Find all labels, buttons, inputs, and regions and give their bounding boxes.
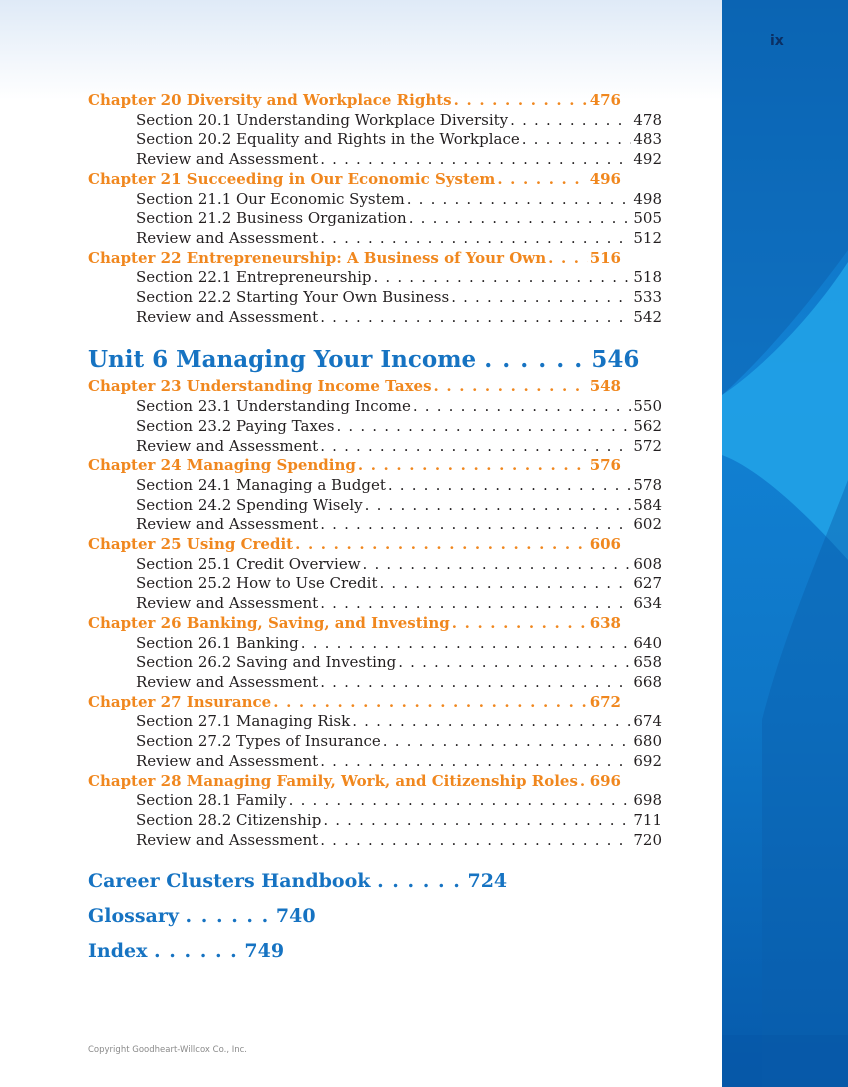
leader-dots	[320, 831, 631, 851]
chapter-entry-page: 576	[589, 456, 621, 475]
section-entry[interactable]	[88, 653, 662, 673]
section-entry-page: 533	[633, 288, 662, 307]
leader-dots	[273, 693, 587, 713]
section-entry[interactable]	[88, 288, 662, 308]
section-entry-page: 658	[633, 653, 662, 672]
section-entry-page: 562	[633, 416, 662, 435]
section-entry-title: Section 26.2 Saving and Investing	[136, 653, 397, 672]
section-entry-title: Section 28.2 Citizenship	[136, 810, 322, 829]
section-entry-title: Section 21.1 Our Economic System	[136, 189, 405, 208]
section-entry-page: 674	[633, 712, 662, 731]
chapter-entry[interactable]	[88, 614, 621, 634]
section-entry[interactable]	[88, 752, 662, 772]
section-entry-page: 720	[633, 830, 662, 849]
leader-dots	[365, 496, 632, 516]
section-entry-title: Review and Assessment	[136, 228, 319, 247]
section-entry-title: Section 21.2 Business Organization	[136, 209, 407, 228]
section-entry-page: 698	[633, 791, 662, 810]
leader-dots	[522, 130, 632, 150]
chapter-entry-title: Chapter 24 Managing Spending	[88, 456, 356, 475]
leader-dots	[320, 437, 631, 457]
leader-dots	[320, 150, 631, 170]
section-entry-page: 498	[633, 189, 662, 208]
back-matter-separator: . . . . . .	[377, 870, 461, 893]
chapter-entry-page: 548	[589, 377, 621, 396]
leader-dots	[358, 456, 588, 476]
leader-dots	[454, 91, 588, 111]
unit-separator: . . . . . .	[484, 346, 584, 374]
section-entry-title: Section 23.2 Paying Taxes	[136, 416, 335, 435]
section-entry-title: Section 23.1 Understanding Income	[136, 397, 411, 416]
section-entry-title: Review and Assessment	[136, 751, 319, 770]
section-entry-title: Section 28.1 Family	[136, 791, 287, 810]
leader-dots	[320, 594, 631, 614]
section-entry-title: Review and Assessment	[136, 307, 319, 326]
leader-dots	[398, 653, 631, 673]
table-of-contents	[88, 91, 662, 963]
leader-dots	[289, 791, 632, 811]
section-entry-page: 711	[633, 810, 662, 829]
section-entry-page: 608	[633, 554, 662, 573]
section-entry[interactable]	[88, 111, 662, 131]
section-entry-page: 572	[633, 436, 662, 455]
band-swoosh-graphic	[722, 0, 848, 1087]
section-entry-title: Review and Assessment	[136, 436, 319, 455]
section-entry-title: Section 24.2 Spending Wisely	[136, 495, 363, 514]
copyright-notice: Copyright Goodheart-Willcox Co., Inc.	[88, 1045, 248, 1055]
chapter-entry-page: 696	[589, 771, 621, 790]
section-entry-page: 584	[633, 495, 662, 514]
back-matter-separator: . . . . . .	[154, 940, 238, 963]
leader-dots	[451, 288, 631, 308]
header-gradient	[0, 0, 722, 100]
section-entry-page: 542	[633, 307, 662, 326]
section-entry-title: Section 24.1 Managing a Budget	[136, 475, 386, 494]
back-matter-separator: . . . . . .	[185, 905, 270, 928]
back-matter-page: 740	[275, 905, 316, 928]
unit-title: Unit 6 Managing Your Income	[88, 346, 477, 374]
section-entry[interactable]	[88, 831, 662, 851]
section-entry[interactable]	[88, 594, 662, 614]
chapter-entry-title: Chapter 25 Using Credit	[88, 535, 294, 554]
section-entry[interactable]	[88, 515, 662, 535]
chapter-entry-title: Chapter 22 Entrepreneurship: A Business of Your Own	[88, 248, 547, 267]
section-entry-title: Section 20.1 Understanding Workplace Diversity	[136, 110, 509, 129]
section-entry-title: Section 22.1 Entrepreneurship	[136, 268, 372, 287]
leader-dots	[380, 574, 632, 594]
back-matter-entry[interactable]	[88, 939, 662, 963]
leader-dots	[452, 614, 588, 634]
section-entry[interactable]	[88, 811, 662, 831]
chapter-entry-page: 516	[589, 248, 621, 267]
leader-dots	[548, 249, 588, 269]
section-entry-page: 550	[633, 397, 662, 416]
leader-dots	[580, 772, 588, 792]
section-entry-title: Review and Assessment	[136, 672, 319, 691]
chapter-entry-page: 672	[589, 692, 621, 711]
back-matter-entry[interactable]	[88, 904, 662, 928]
section-entry-page: 478	[633, 110, 662, 129]
section-entry-page: 668	[633, 672, 662, 691]
unit-heading[interactable]	[88, 345, 662, 375]
section-entry-title: Section 25.2 How to Use Credit	[136, 574, 378, 593]
leader-dots	[388, 476, 632, 496]
section-entry[interactable]	[88, 308, 662, 328]
section-entry-title: Section 20.2 Equality and Rights in the Workplace	[136, 130, 520, 149]
section-entry-page: 512	[633, 228, 662, 247]
back-matter-title: Glossary	[88, 905, 179, 928]
section-entry-page: 518	[633, 268, 662, 287]
leader-dots	[320, 308, 631, 328]
section-entry[interactable]	[88, 209, 662, 229]
back-matter-title: Index	[88, 940, 148, 963]
section-entry-page: 634	[633, 594, 662, 613]
section-entry[interactable]	[88, 574, 662, 594]
section-entry-page: 602	[633, 515, 662, 534]
back-matter-page: 749	[244, 940, 285, 963]
section-entry-page: 680	[633, 732, 662, 751]
chapter-entry[interactable]	[88, 249, 621, 269]
section-entry-page: 627	[633, 574, 662, 593]
chapter-entry-title: Chapter 20 Diversity and Workplace Rights	[88, 91, 452, 109]
leader-dots	[413, 397, 632, 417]
section-entry[interactable]	[88, 150, 662, 170]
leader-dots	[301, 634, 632, 654]
leader-dots	[323, 811, 631, 831]
section-entry[interactable]	[88, 732, 662, 752]
side-color-band	[722, 0, 848, 1087]
chapter-entry-page: 496	[589, 169, 621, 188]
page-number: ix	[770, 33, 784, 49]
section-entry-title: Section 27.1 Managing Risk	[136, 712, 351, 731]
unit-page: 546	[591, 346, 640, 374]
section-entry-title: Review and Assessment	[136, 515, 319, 534]
chapter-entry-title: Chapter 28 Managing Family, Work, and Citizenship Roles	[88, 771, 578, 790]
section-entry[interactable]	[88, 476, 662, 496]
section-entry-title: Section 26.1 Banking	[136, 633, 299, 652]
chapter-entry-page: 606	[589, 535, 621, 554]
section-entry[interactable]	[88, 496, 662, 516]
section-entry[interactable]	[88, 712, 662, 732]
chapter-list-a	[88, 91, 662, 327]
section-entry-title: Review and Assessment	[136, 594, 319, 613]
section-entry-title: Section 25.1 Credit Overview	[136, 554, 361, 573]
back-matter-page: 724	[467, 870, 508, 893]
chapter-entry[interactable]	[88, 535, 621, 555]
chapter-entry[interactable]	[88, 456, 621, 476]
section-entry-page: 505	[633, 209, 662, 228]
section-entry-title: Review and Assessment	[136, 150, 319, 169]
chapter-entry-title: Chapter 21 Succeeding in Our Economic System	[88, 169, 496, 188]
leader-dots	[295, 535, 588, 555]
chapter-entry[interactable]	[88, 91, 621, 111]
section-entry[interactable]	[88, 555, 662, 575]
chapter-entry-page: 638	[589, 613, 621, 632]
section-entry[interactable]	[88, 190, 662, 210]
chapter-entry-page: 476	[589, 91, 621, 109]
chapter-entry[interactable]	[88, 170, 621, 190]
leader-dots	[409, 209, 632, 229]
section-entry[interactable]	[88, 673, 662, 693]
section-entry[interactable]	[88, 229, 662, 249]
leader-dots	[373, 268, 631, 288]
section-entry[interactable]	[88, 397, 662, 417]
back-matter-title: Career Clusters Handbook	[88, 870, 371, 893]
chapter-entry[interactable]	[88, 693, 621, 713]
section-entry-page: 492	[633, 150, 662, 169]
section-entry[interactable]	[88, 130, 662, 150]
back-matter-list	[88, 869, 662, 963]
section-entry[interactable]	[88, 791, 662, 811]
leader-dots	[320, 673, 631, 693]
section-entry[interactable]	[88, 417, 662, 437]
section-entry-title: Review and Assessment	[136, 830, 319, 849]
section-entry[interactable]	[88, 634, 662, 654]
chapter-entry-title: Chapter 26 Banking, Saving, and Investing	[88, 613, 450, 632]
section-entry-page: 483	[633, 130, 662, 149]
leader-dots	[320, 752, 631, 772]
leader-dots	[383, 732, 632, 752]
leader-dots	[407, 190, 632, 210]
leader-dots	[434, 377, 588, 397]
section-entry-page: 640	[633, 633, 662, 652]
leader-dots	[363, 555, 632, 575]
chapter-list-b	[88, 377, 662, 850]
leader-dots	[320, 229, 631, 249]
section-entry[interactable]	[88, 437, 662, 457]
section-entry-title: Section 27.2 Types of Insurance	[136, 732, 381, 751]
leader-dots	[510, 111, 631, 131]
leader-dots	[320, 515, 631, 535]
leader-dots	[337, 417, 632, 437]
section-entry-page: 692	[633, 751, 662, 770]
leader-dots	[497, 170, 587, 190]
section-entry-page: 578	[633, 475, 662, 494]
section-entry-title: Section 22.2 Starting Your Own Business	[136, 288, 450, 307]
chapter-entry-title: Chapter 27 Insurance	[88, 692, 272, 711]
back-matter-entry[interactable]	[88, 869, 662, 893]
chapter-entry[interactable]	[88, 377, 621, 397]
section-entry[interactable]	[88, 268, 662, 288]
leader-dots	[352, 712, 631, 732]
chapter-entry[interactable]	[88, 772, 621, 792]
chapter-entry-title: Chapter 23 Understanding Income Taxes	[88, 377, 432, 396]
